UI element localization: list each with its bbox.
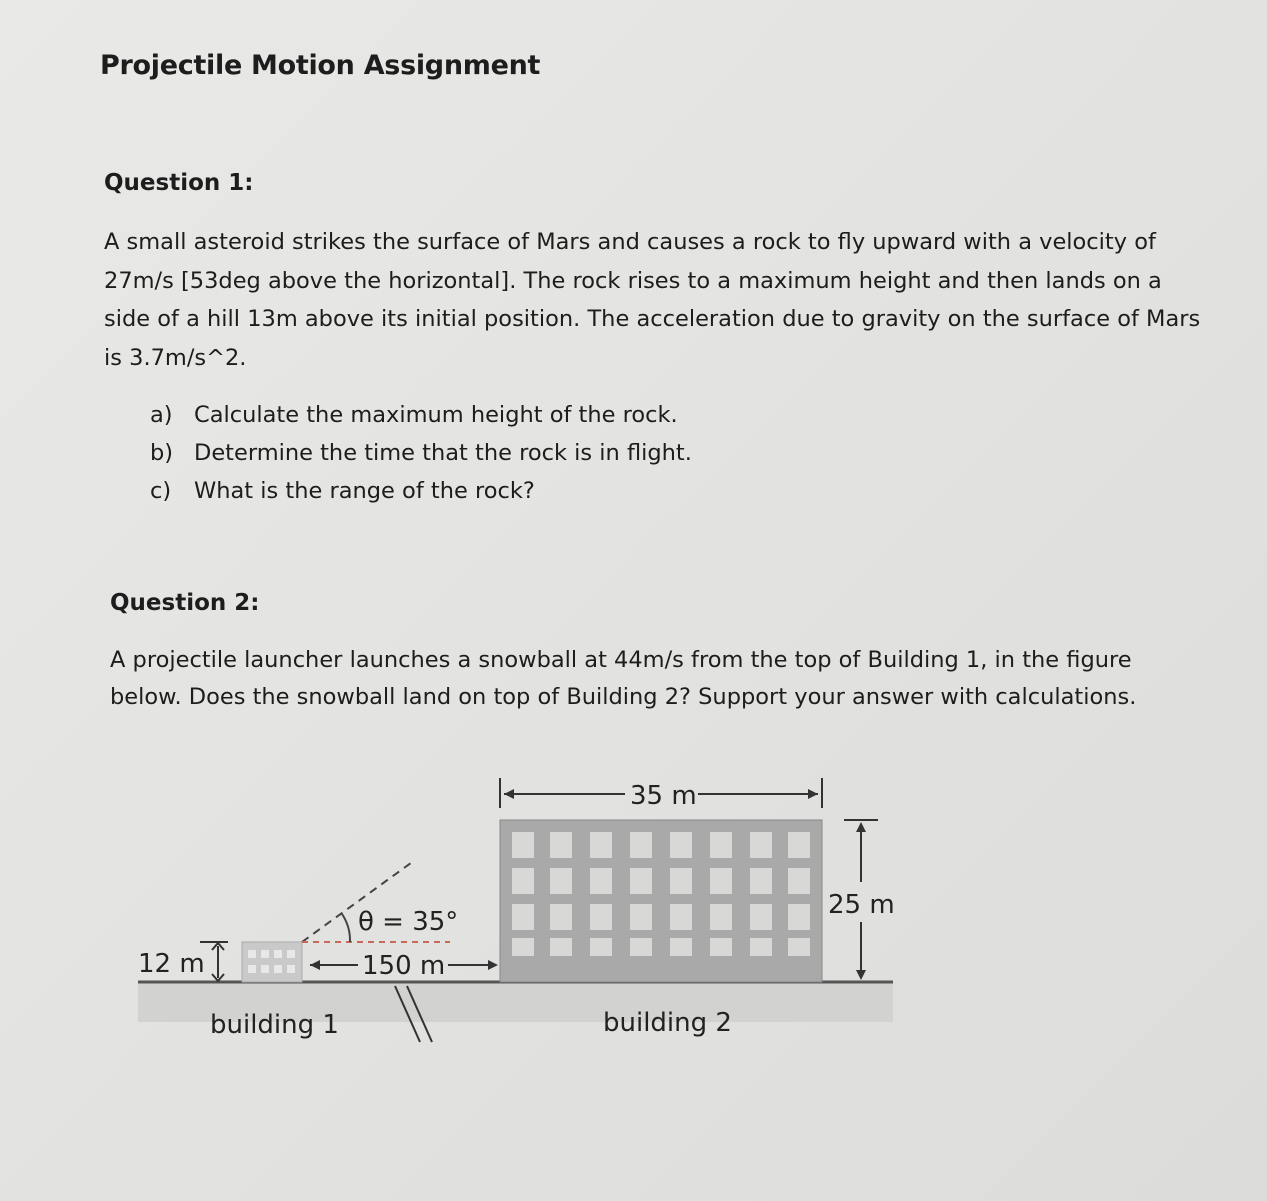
part-text: Calculate the maximum height of the rock. <box>194 402 678 428</box>
angle-label: θ = 35° <box>358 907 459 937</box>
list-item <box>150 472 692 510</box>
building2-width-label: 35 m <box>630 781 697 811</box>
question1-text: A small asteroid strikes the surface of Mars and causes a rock to fly upward with a velocity of 27m/s [53deg above the horizontal]. The rock rises to a maximum height and then lands on a side of a hill 13m above its initial position. The acceleration due to gravity on the surface of Mars is 3.7m/s^2. <box>104 229 1201 371</box>
part-text: What is the range of the rock? <box>194 478 535 504</box>
angle-arc <box>342 914 350 942</box>
list-item <box>150 434 692 472</box>
gap-distance-label: 150 m <box>362 951 446 981</box>
document-title: Projectile Motion Assignment <box>100 50 541 81</box>
question1-parts-list <box>150 396 692 510</box>
building2-label: building 2 <box>603 1008 732 1038</box>
part-marker: b) <box>150 440 174 466</box>
part-marker: a) <box>150 402 173 428</box>
list-item <box>150 396 692 434</box>
part-marker: c) <box>150 478 172 504</box>
building1-label: building 1 <box>210 1010 339 1040</box>
question2-heading: Question 2: <box>110 590 260 616</box>
building2-height-label: 25 m <box>828 890 895 920</box>
question2-text: A projectile launcher launches a snowball at 44m/s from the top of Building 1, in the figure below. Does the snowball land on top of Building 2? Support your answer with calculations. <box>110 647 1137 710</box>
building-2 <box>500 820 822 982</box>
building1-height-label: 12 m <box>138 949 205 979</box>
part-text: Determine the time that the rock is in flight. <box>194 440 692 466</box>
buildings-figure <box>120 760 920 1060</box>
building-1 <box>242 942 302 982</box>
question1-heading: Question 1: <box>104 170 254 196</box>
buildings-diagram <box>120 760 920 1060</box>
